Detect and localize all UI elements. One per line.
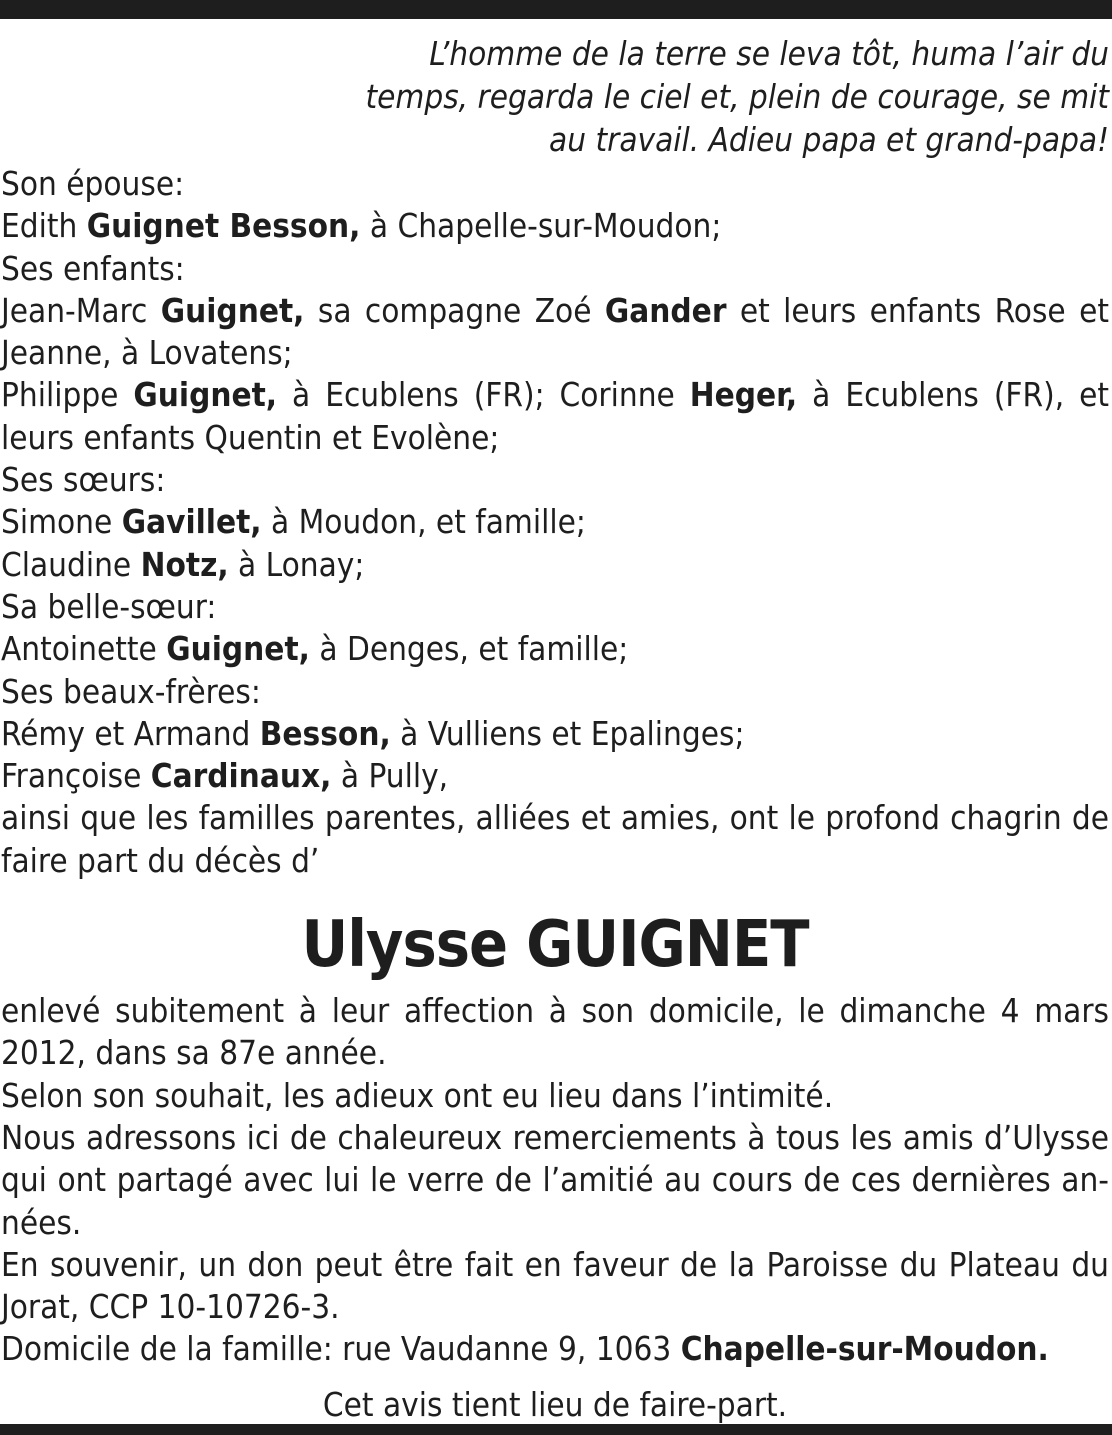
announcement-text: ainsi que les familles parentes, alliées et amies, ont le profond chagrin de faire part du décès d’	[1, 798, 1109, 880]
family-heading: Ses enfants:	[1, 248, 185, 288]
body-paragraph: En souvenir, un don peut être fait en faveur de la Paroisse du Plateau du Jorat, CCP 10-10726-3.	[1, 1244, 1109, 1327]
family-entry: Edith Guignet Besson, à Chapelle-sur-Moudon;	[1, 206, 722, 246]
obituary-notice	[1, 32, 1109, 1426]
family-entry: Simone Gavillet, à Moudon, et famille;	[1, 502, 586, 542]
top-rule	[0, 0, 1112, 19]
body-paragraph: enlevé subitement à leur affection à son domicile, le dimanche 4 mars 2012, dans sa 87e année.	[1, 991, 1109, 1073]
family-list	[1, 163, 1109, 882]
bottom-rule	[0, 1424, 1112, 1435]
family-entry: Jean-Marc Guignet, sa compagne Zoé Gander et leurs enfants Rose et Jeanne, à Lovatens;	[1, 290, 1109, 373]
notice-body	[1, 990, 1109, 1371]
closing-line: Cet avis tient lieu de faire-part.	[322, 1384, 788, 1424]
epigraph-line: temps, regarda le ciel et, plein de courage, se mit	[365, 77, 1109, 116]
family-heading: Son épouse:	[1, 164, 185, 203]
family-entry: Rémy et Armand Besson, à Vulliens et Epalinges;	[1, 713, 745, 753]
body-paragraph: Selon son souhait, les adieux ont eu lieu dans l’intimité.	[1, 1075, 834, 1115]
family-entry: Claudine Notz, à Lonay;	[1, 544, 365, 584]
family-entry: Philippe Guignet, à Ecublens (FR); Corinne Heger, à Ecublens (FR), et leurs enfants Quentin et Evolène;	[1, 375, 1109, 457]
body-paragraph: Nous adressons ici de chaleureux remerciements à tous les amis d’Ulysse qui ont partagé avec lui le verre de l’amitié au cours de ces dernières an-nées.	[1, 1117, 1109, 1242]
epigraph-line: au travail. Adieu papa et grand-papa!	[549, 120, 1109, 159]
deceased-name: Ulysse GUIGNET	[301, 908, 809, 983]
family-entry: Françoise Cardinaux, à Pully,	[1, 756, 449, 796]
family-entry: Antoinette Guignet, à Denges, et famille;	[1, 629, 629, 669]
family-heading: Ses beaux-frères:	[1, 671, 261, 711]
family-heading: Sa belle-sœur:	[1, 586, 217, 626]
family-address: Domicile de la famille: rue Vaudanne 9, 1063 Chapelle-sur-Moudon.	[1, 1329, 1049, 1369]
family-heading: Ses sœurs:	[1, 460, 166, 500]
epigraph	[1, 32, 1109, 161]
epigraph-line: L’homme de la terre se leva tôt, huma l’air du	[429, 34, 1109, 73]
